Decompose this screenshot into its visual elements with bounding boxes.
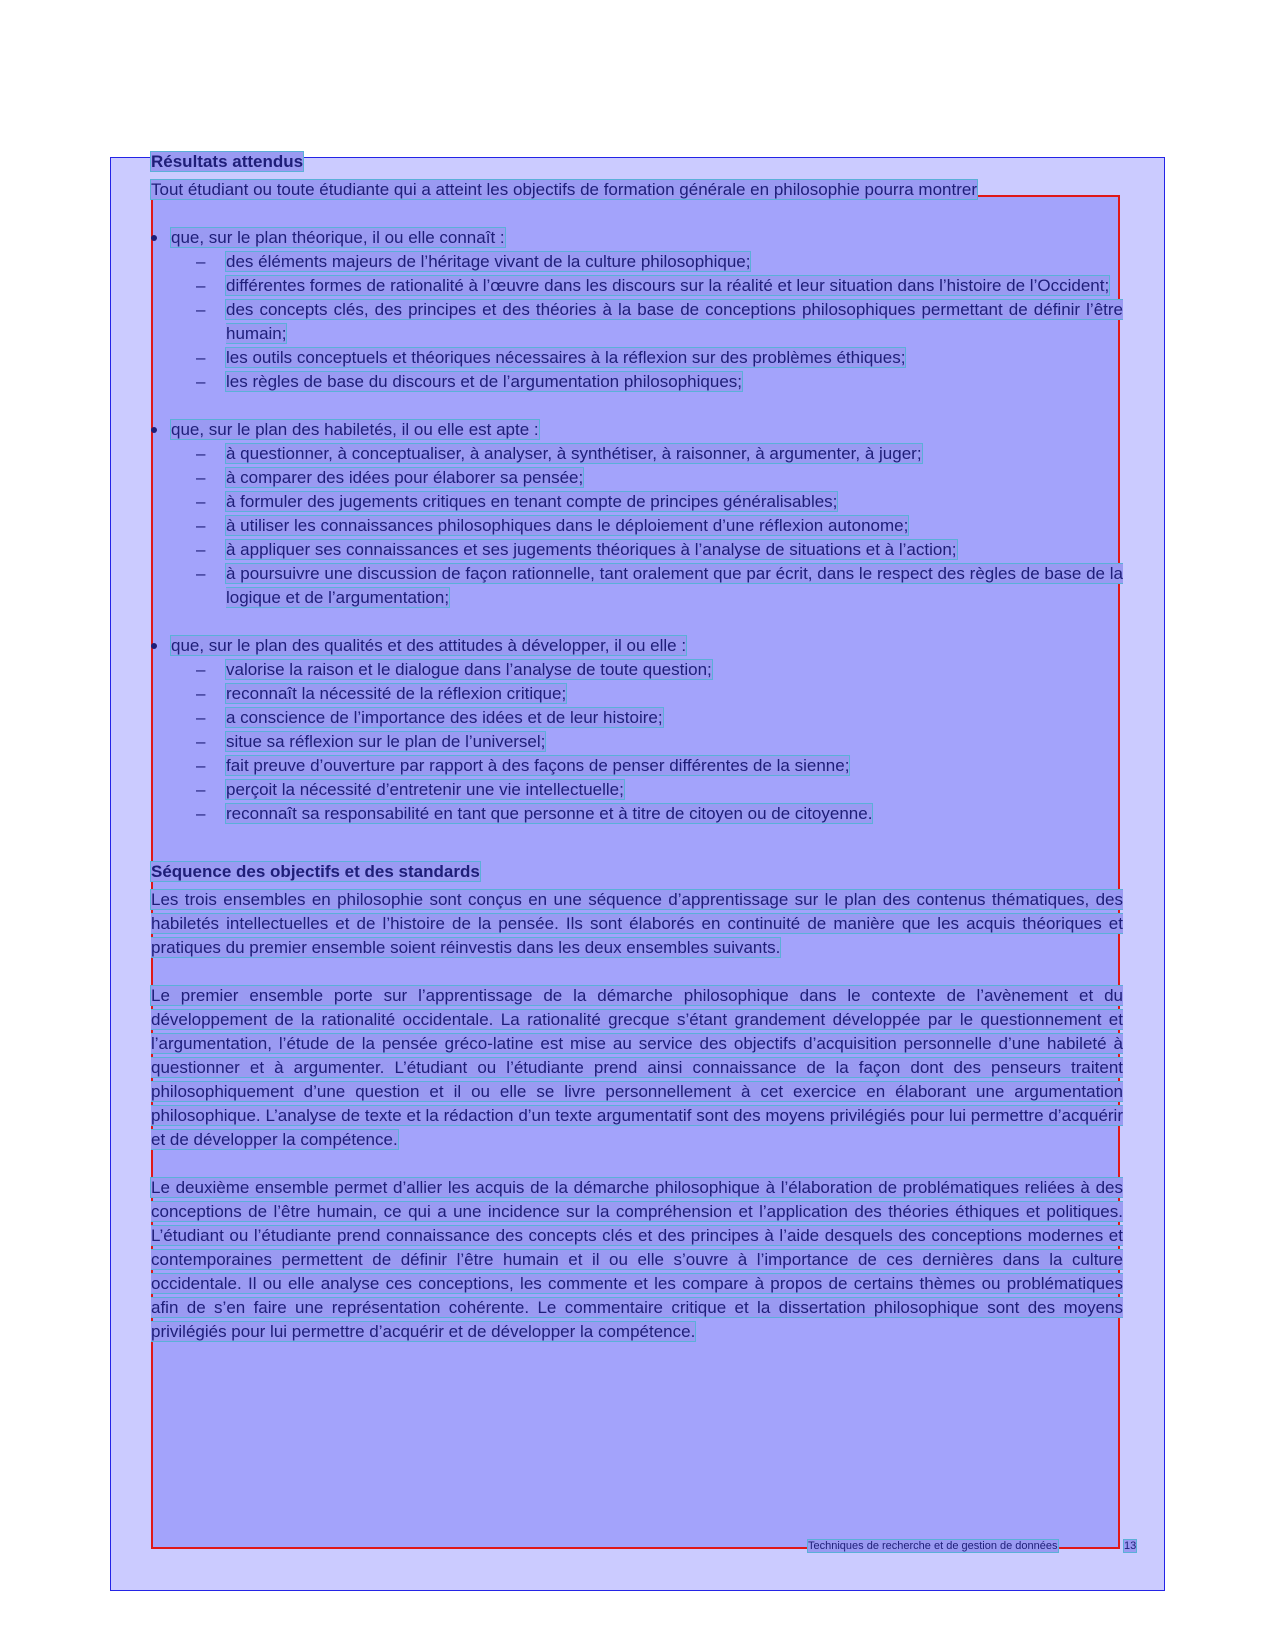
body-paragraph: Le premier ensemble porte sur l’apprentissage de la démarche philosophique dans le contexte de l’avènement et du développement de la rationalité occidentale. La rationalité grecque s’étant grandement développée par le questionnement et l’argumentation, l’étude de la pensée gréco-latine est mise au service des objectifs d’acquisition personnelle d’une habileté à questionner et à argumenter. L’étudiant ou l’étudiante prend ainsi connaissance de la façon dont des penseurs traitent philosophiquement d’une question et il ou elle se livre personnellement à cet exercice en élaborant une argumentation philosophique. L’analyse de texte et la rédaction d’un texte argumentatif sont des moyens privilégiés pour lui permettre d’acquérir et de développer la compétence. <box>151 986 1123 1149</box>
list-item: – des éléments majeurs de l’héritage vivant de la culture philosophique; <box>171 250 1123 274</box>
list-item: – reconnaît la nécessité de la réflexion critique; <box>171 682 1123 706</box>
list-item: – à questionner, à conceptualiser, à analyser, à synthétiser, à raisonner, à argumenter, à juger; <box>171 442 1123 466</box>
page-number: 13 <box>1124 1540 1137 1552</box>
list-item: – des concepts clés, des principes et des théories à la base de conceptions philosophiques permettant de définir l’être humain; <box>171 298 1123 346</box>
list-item: – valorise la raison et le dialogue dans l’analyse de toute question; <box>171 658 1123 682</box>
body-paragraph: Le deuxième ensemble permet d’allier les acquis de la démarche philosophique à l’élaboration de problématiques reliées à des conceptions de l’être humain, ce qui a une incidence sur la compréhension et l’application des théories éthiques et politiques. L’étudiant ou l’étudiante prend connaissance des concepts clés et des principes à l’aide desquels des conceptions modernes et contemporaines permettent de définir l’être humain et il ou elle s’ouvre à l’importance de ces dernières dans la culture occidentale. Il ou elle analyse ces conceptions, les commente et les compare à propos de certains thèmes ou problématiques afin de s’en faire une représentation cohérente. Le commentaire critique et la dissertation philosophique sont des moyens privilégiés pour lui permettre d’acquérir et de développer la compétence. <box>151 1178 1123 1341</box>
list-item: – à utiliser les connaissances philosophiques dans le déploiement d’une réflexion autonome; <box>171 514 1123 538</box>
document-body <box>151 150 1123 1344</box>
list-item: que, sur le plan théorique, il ou elle connaît : – des éléments majeurs de l’héritage vivant de la culture philosophique; – différentes formes de rationalité à l’œuvre dans les discours sur la réalité et leur situation dans l’histoire de l’Occident; – des concepts clés, des principes et des théories à la base de conceptions philosophiques permettant de définir l’être humain; – les outils conceptuels et théoriques nécessaires à la réflexion sur des problèmes éthiques; – les règles de base du discours et de l’argumentation philosophiques; <box>151 226 1123 418</box>
list-item: – reconnaît sa responsabilité en tant que personne et à titre de citoyen ou de citoyenne. <box>171 802 1123 826</box>
list-item: – situe sa réflexion sur le plan de l’universel; <box>171 730 1123 754</box>
list-item: – perçoit la nécessité d’entretenir une vie intellectuelle; <box>171 778 1123 802</box>
list-item: – a conscience de l’importance des idées et de leur histoire; <box>171 706 1123 730</box>
sub-list <box>171 250 1123 394</box>
list-item: – fait preuve d’ouverture par rapport à des façons de penser différentes de la sienne; <box>171 754 1123 778</box>
list-item: – les outils conceptuels et théoriques nécessaires à la réflexion sur des problèmes éthiques; <box>171 346 1123 370</box>
intro-paragraph: Tout étudiant ou toute étudiante qui a atteint les objectifs de formation générale en philosophie pourra montrer <box>151 180 977 199</box>
list-item: – à comparer des idées pour élaborer sa pensée; <box>171 466 1123 490</box>
body-paragraph: Les trois ensembles en philosophie sont conçus en une séquence d’apprentissage sur le plan des contenus thématiques, des habiletés intellectuelles et de l’histoire de la pensée. Ils sont élaborés en continuité de manière que les acquis théoriques et pratiques du premier ensemble soient réinvestis dans les deux ensembles suivants. <box>151 890 1123 957</box>
list-item: – à poursuivre une discussion de façon rationnelle, tant oralement que par écrit, dans le respect des règles de base de la logique et de l’argumentation; <box>171 562 1123 610</box>
list-item: – différentes formes de rationalité à l’œuvre dans les discours sur la réalité et leur situation dans l’histoire de l’Occident; <box>171 274 1123 298</box>
list-item: – à appliquer ses connaissances et ses jugements théoriques à l’analyse de situations et à l’action; <box>171 538 1123 562</box>
list-item: – les règles de base du discours et de l’argumentation philosophiques; <box>171 370 1123 394</box>
list-item: – à formuler des jugements critiques en tenant compte de principes généralisables; <box>171 490 1123 514</box>
sub-list <box>171 442 1123 610</box>
section-title-resultats: Résultats attendus <box>151 152 304 171</box>
section-title-sequence: Séquence des objectifs et des standards <box>151 862 480 881</box>
page-footer: Techniques de recherche et de gestion de données <box>808 1540 1058 1552</box>
results-list <box>151 226 1123 826</box>
list-item: que, sur le plan des habiletés, il ou elle est apte : – à questionner, à conceptualiser, à analyser, à synthétiser, à raisonner, à argumenter, à juger; – à comparer des idées pour élaborer sa pensée; – à formuler des jugements critiques en tenant compte de principes généralisables; – à utiliser les connaissances philosophiques dans le déploiement d’une réflexion autonome; – à appliquer ses connaissances et ses jugements théoriques à l’analyse de situations et à l’action; – à poursuivre une discussion de façon rationnelle, tant oralement que par écrit, dans le respect des règles de base de la logique et de l’argumentation; <box>151 418 1123 634</box>
list-item: que, sur le plan des qualités et des attitudes à développer, il ou elle : – valorise la raison et le dialogue dans l’analyse de toute question; – reconnaît la nécessité de la réflexion critique; – a conscience de l’importance des idées et de leur histoire; – situe sa réflexion sur le plan de l’universel; – fait preuve d’ouverture par rapport à des façons de penser différentes de la sienne; – perçoit la nécessité d’entretenir une vie intellectuelle; – reconnaît sa responsabilité en tant que personne et à titre de citoyen ou de citoyenne. <box>151 634 1123 826</box>
sub-list <box>171 658 1123 826</box>
